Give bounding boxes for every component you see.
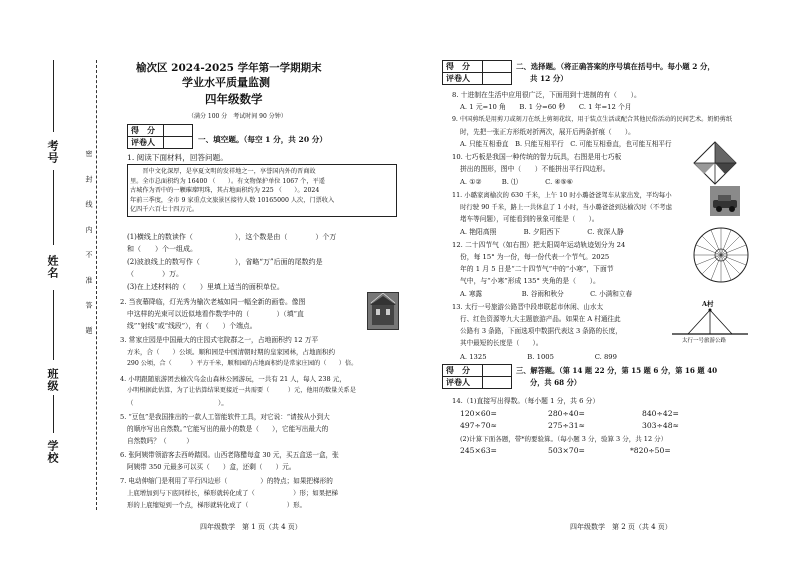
q12-options: A. 寒露 B. 谷雨和秋分 C. 小满和立春 bbox=[460, 290, 633, 298]
q14: 14.（1)直接写出得数。（每小题 1 分，共 6 分） bbox=[452, 397, 600, 405]
exam-title-line3: 四年级数学 bbox=[205, 92, 263, 106]
q1-2b: （ ）万。 bbox=[127, 270, 183, 278]
light-show-image bbox=[367, 292, 399, 330]
q12b: 份，每 15° 为一份，每一份代表一个节气。2025 bbox=[460, 253, 610, 261]
car-image bbox=[710, 186, 740, 216]
solar-wheel-icon bbox=[692, 226, 750, 284]
q1-1: (1)横线上的数读作（ ），这个数是由（ ）个万 bbox=[127, 233, 337, 241]
q1: 1. 阅读下面材料，回答问题。 bbox=[127, 153, 228, 162]
label-exam-no: 考号 bbox=[46, 140, 59, 164]
q8-options: A. 1 元=10 角 B. 1 分=60 秒 C. 1 年=12 个月 bbox=[460, 103, 632, 111]
q10: 10. 七巧板是我国一种传统的智力玩具，右图是用七巧板 bbox=[452, 153, 622, 161]
q7b: 上底增加到与下底同样长，梯形就转化成了（ ）形；如果把梯 bbox=[127, 489, 338, 497]
q12c: 年的 1 月 5 日是“二十四节气”中的“小寒”，下面节 bbox=[460, 265, 614, 273]
q13-options: A. 1325 B. 1005 C. 899 bbox=[460, 353, 617, 361]
label-school: 学校 bbox=[46, 440, 59, 464]
footer-page-1: 四年级数学 第 1 页（共 4 页） bbox=[200, 523, 302, 531]
road-figure bbox=[668, 300, 752, 346]
q6b: 阿姨带 350 元最多可以买（ ）盒，还剩（ ）元。 bbox=[127, 463, 296, 471]
calc-row-1-c: 840÷42= bbox=[642, 409, 679, 418]
q13c: 公路有 3 条路，下面选项中数据代表这 3 条路的长度， bbox=[460, 327, 622, 335]
score-cell[interactable] bbox=[483, 365, 512, 377]
tangram-icon bbox=[692, 140, 738, 186]
page-1 bbox=[112, 0, 400, 561]
score-cell[interactable] bbox=[164, 125, 193, 137]
section-2-heading-2: 共 12 分） bbox=[530, 74, 568, 83]
q11: 11. 小璐家离榆次的 630 千米，上午 10 时小璐爸爸驾车从家出发，平均每小 bbox=[452, 191, 672, 199]
score-label: 得 分 bbox=[443, 365, 483, 377]
q1-1b: 和（ ）个一组成。 bbox=[127, 245, 197, 253]
exam-title-line2: 学业水平质量监测 bbox=[182, 76, 270, 89]
solar-terms-wheel bbox=[692, 226, 750, 284]
q3b: 方米，合（ ）公顷。顺和园是中国清朝时期的皇家园林，占地面积约 bbox=[127, 348, 335, 356]
q13: 13. 太行一号旅游公路晋中段串联起市休闲、山水太 bbox=[452, 303, 604, 311]
q6: 6. 张阿姨带领游客去西岭踏园。山西老陈醋每盒 30 元，买五盒送一盒，张 bbox=[120, 451, 339, 459]
q7c: 形的上底缩短到一个点，梯形就转化成了（ ）形。 bbox=[127, 501, 306, 509]
calc2-b: 503×70= bbox=[548, 446, 585, 455]
section-3-heading-2: 分，共 68 分） bbox=[530, 378, 581, 387]
label-name: 姓名 bbox=[46, 255, 59, 279]
q11c: 堵车等问题），可能看到的景象可能是（ ）。 bbox=[460, 215, 599, 223]
q5: 5. “豆包”是我国推出的一款人工智能软件工具，对它说：“请按从小到大 bbox=[120, 413, 330, 421]
passage-line: 亿四千六百七十四万元。 bbox=[130, 206, 199, 213]
q9-options: A. 只能互相垂直 B. 只能互相平行 C. 可能互相垂直，也可能互相平行 bbox=[460, 140, 672, 148]
q2: 2. 当夜幕降临，灯光秀为榆次老城如同一幅全新的画卷。像图 bbox=[120, 298, 306, 306]
q4c: （ ）。 bbox=[127, 399, 228, 407]
section-2-heading: 二、选择题。（将正确答案的序号填在括号中。每小题 2 分， bbox=[516, 62, 715, 71]
q10-options: A. ①② B. ⑴ C. ④⑤⑥ bbox=[460, 178, 573, 186]
label-class: 班级 bbox=[46, 368, 59, 392]
q4b: 小明根据此估算，为了让估算结果更接近一共需要（ ）元，他用的数量关系是 bbox=[127, 387, 356, 394]
building-icon bbox=[368, 293, 398, 329]
q2c: 线”“射线”或“线段”），有（ ）个端点。 bbox=[127, 322, 257, 330]
village-a-label: A村 bbox=[702, 300, 714, 308]
q3c: 290 公顷，合（ ）平方千米，顺和园的占地面积约是常家庄园的（ ）倍。 bbox=[127, 360, 358, 367]
calc-row-2-a: 497÷70≈ bbox=[460, 421, 497, 430]
score-table-2 bbox=[442, 60, 512, 85]
grader-cell[interactable] bbox=[483, 377, 512, 389]
grader-label: 评卷人 bbox=[443, 377, 483, 389]
score-label: 得 分 bbox=[128, 125, 164, 137]
passage-line: 里。全市总面积约为 16400 （ ）。有文物保护单位 1067 个，平遥 bbox=[130, 177, 325, 185]
seal-dashed-line bbox=[96, 60, 97, 510]
q1-3: (3)在上述材料的（ ）里填上适当的面积单位。 bbox=[127, 283, 284, 291]
q11-options: A. 艳阳高照 B. 夕阳西下 C. 夜深人静 bbox=[460, 228, 624, 236]
q3: 3. 常家庄园是中国最大的庄园式宅院群之一，占地面积约 12 万平 bbox=[120, 336, 319, 344]
calc2-a: 245×63= bbox=[460, 446, 497, 455]
footer-page-2: 四年级数学 第 2 页（共 4 页） bbox=[570, 523, 672, 531]
calc-row-1-b: 280÷40= bbox=[548, 409, 585, 418]
q12d: 气中，与“小寒”形成 135° 夹角的是（ ）。 bbox=[460, 277, 600, 285]
score-table-3 bbox=[442, 364, 512, 389]
exam-no-field[interactable] bbox=[53, 60, 54, 132]
calc2-c: *820÷50= bbox=[630, 446, 671, 455]
passage-line: 古城作为晋中的一颗璀璨明珠，其占地面积约为 225 （ ）。2024 bbox=[130, 187, 320, 194]
score-cell[interactable] bbox=[483, 61, 512, 73]
q12: 12. 二十四节气（如右图）把太阳周年运动轨迹划分为 24 bbox=[452, 241, 626, 249]
page-2 bbox=[442, 0, 782, 561]
score-label: 得 分 bbox=[443, 61, 483, 73]
class-field[interactable] bbox=[53, 290, 54, 360]
section-3-heading: 三、解答题。（第 14 题 22 分，第 15 题 6 分，第 16 题 40 bbox=[516, 366, 718, 375]
seal-text: 密 封 线 内 不 准 答 题 bbox=[85, 150, 93, 342]
exam-title-line1: 榆次区 2024-2025 学年第一学期期末 bbox=[136, 62, 322, 74]
reading-passage-box bbox=[127, 164, 397, 217]
school-field[interactable] bbox=[53, 395, 54, 433]
passage-line: 晋中文化深厚，是享夏文明的发祥地之一，享誉国内外的晋商故 bbox=[130, 168, 316, 175]
grader-cell[interactable] bbox=[164, 137, 193, 149]
q7: 7. 电动伸缩门是利用了平行四边形（ ）的特点；如果把梯形的 bbox=[120, 477, 333, 485]
q5b: 的顺序写出自然数。”它能写出的最小的数是（ ），它能写出最大的 bbox=[127, 425, 329, 433]
q4: 4. 小明跟随旅游团去榆次乌金山森林公园游玩，一共有 21 人，每人 238 元， bbox=[120, 375, 346, 383]
car-icon bbox=[710, 186, 740, 216]
q13b: 行、红色资源等九大主题旅游产品。如果在 A 村通往此 bbox=[460, 315, 621, 323]
calc-row-2-c: 303÷48≈ bbox=[642, 421, 679, 430]
q2b: 中这样的光束可以近似地看作数学中的（ ）（填“直 bbox=[127, 310, 304, 318]
q5c: 自然数吗？（ ） bbox=[127, 437, 193, 445]
q8: 8. 十进制在生活中应用很广泛，下面用到十进制的有（ ）。 bbox=[452, 91, 641, 99]
grader-label: 评卷人 bbox=[128, 137, 164, 149]
calc-row-2-b: 275÷31≈ bbox=[548, 421, 585, 430]
road-caption: 太行一号旅游公路 bbox=[682, 338, 727, 344]
passage-line: 年前三季度，全市 9 家重点文旅景区接待人数 10165000 人次，门票收入 bbox=[130, 196, 335, 204]
score-table-1 bbox=[127, 124, 193, 149]
grader-cell[interactable] bbox=[483, 73, 512, 85]
name-field[interactable] bbox=[53, 170, 54, 245]
q13d: 其中最短的长度是（ ）。 bbox=[460, 339, 543, 347]
tangram-figure bbox=[692, 140, 738, 186]
q10b: 拼出的图形，图中（ ）不能拼出平行四边形。 bbox=[460, 165, 610, 173]
exam-note: （满分 100 分 考试时间 90 分钟） bbox=[188, 113, 287, 120]
q14-2: (2)计算下面各题，带*的要验算。（每小题 3 分，验算 3 分，共 12 分） bbox=[460, 435, 668, 443]
binding-margin bbox=[0, 0, 120, 561]
calc-row-1-a: 120×60= bbox=[460, 409, 497, 418]
section-1-heading: 一、填空题。（每空 1 分，共 20 分） bbox=[198, 135, 327, 144]
q11b: 时行驶 90 千米，路上一共休息了 1 小时，当小璐爸爸到达榆次时（不考虑 bbox=[460, 203, 673, 211]
q9b: 时，先把一张正方形纸对折两次，展开后两条折痕（ ）。 bbox=[460, 128, 635, 136]
q9: 9. 中国剪纸是用剪刀或刻刀在纸上剪刻花纹，用于装点生活或配合其他民俗活动的民间艺术。奶奶剪纸 bbox=[452, 116, 733, 123]
q1-2: (2)波浪线上的数写作（ ），省略“万”后面的尾数约是 bbox=[127, 258, 323, 266]
grader-label: 评卷人 bbox=[443, 73, 483, 85]
